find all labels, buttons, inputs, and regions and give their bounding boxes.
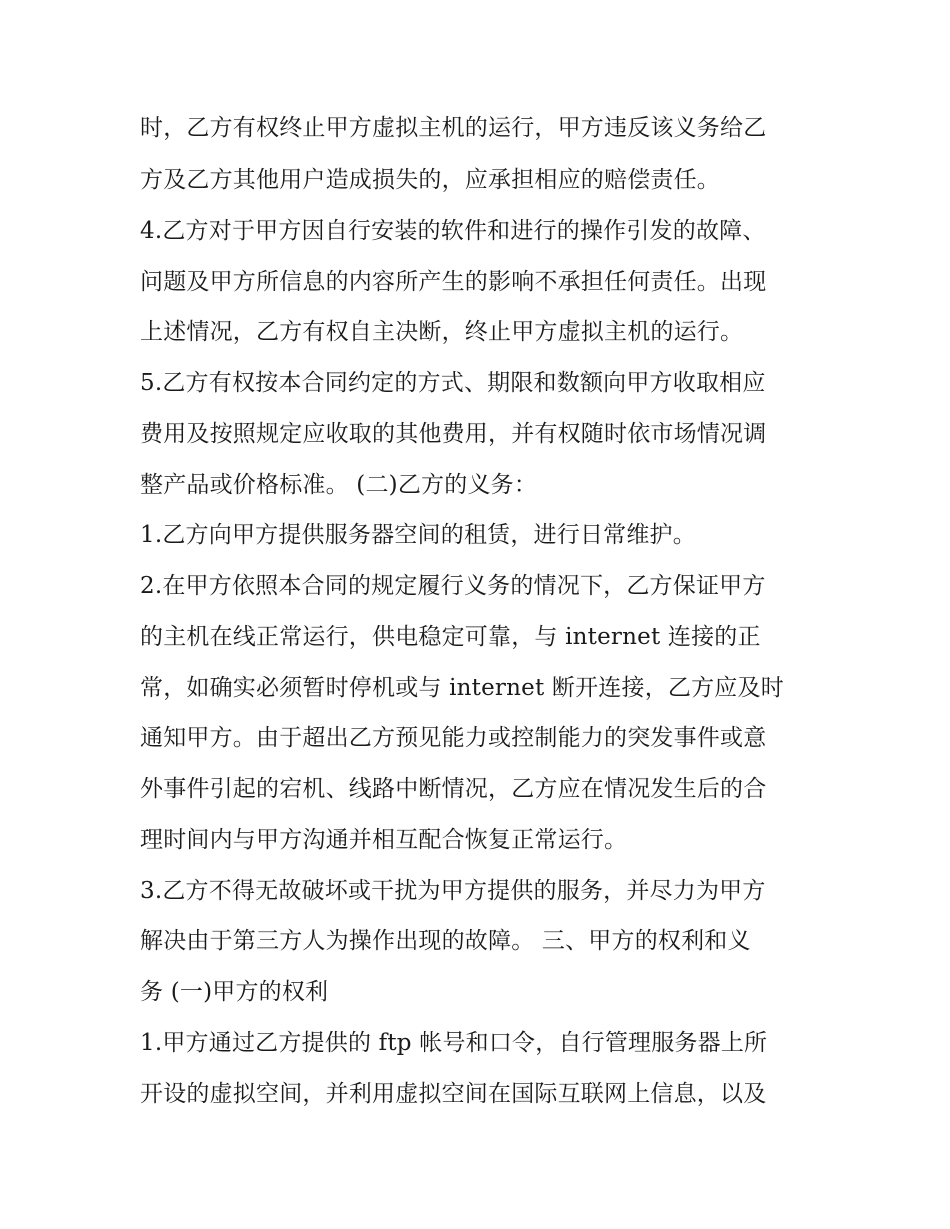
text-line-12: 常，如确实必须暂时停机或与 internet 断开连接，乙方应及时 — [140, 675, 784, 701]
text-line-14: 外事件引起的宕机、线路中断情况，乙方应在情况发生后的合 — [140, 776, 767, 802]
text-line-19: 1.甲方通过乙方提供的 ftp 帐号和口令，自行管理服务器上所 — [140, 1030, 768, 1056]
text-line-17: 解决由于第三方人为操作出现的故障。 三、甲方的权利和义 — [140, 928, 751, 954]
text-line-20: 开设的虚拟空间，并利用虚拟空间在国际互联网上信息，以及 — [140, 1081, 767, 1107]
text-line-9: 1.乙方向甲方提供服务器空间的租赁，进行日常维护。 — [140, 522, 696, 548]
text-line-10: 2.在甲方依照本合同的规定履行义务的情况下，乙方保证甲方 — [140, 573, 766, 599]
text-line-18: 务 (一)甲方的权利 — [140, 979, 329, 1005]
text-line-16: 3.乙方不得无故破坏或干扰为甲方提供的服务，并尽力为甲方 — [140, 878, 766, 904]
text-line-11: 的主机在线正常运行，供电稳定可靠，与 internet 连接的正 — [140, 624, 761, 650]
text-line-7: 费用及按照规定应收取的其他费用，并有权随时依市场情况调 — [140, 421, 767, 447]
text-line-4: 问题及甲方所信息的内容所产生的影响不承担任何责任。出现 — [140, 269, 767, 295]
text-line-2: 方及乙方其他用户造成损失的，应承担相应的赔偿责任。 — [140, 167, 720, 193]
text-line-3: 4.乙方对于甲方因自行安装的软件和进行的操作引发的故障、 — [140, 218, 766, 244]
text-line-13: 通知甲方。由于超出乙方预见能力或控制能力的突发事件或意 — [140, 725, 767, 751]
text-line-5: 上述情况，乙方有权自主决断，终止甲方虚拟主机的运行。 — [140, 319, 744, 345]
text-line-15: 理时间内与甲方沟通并相互配合恢复正常运行。 — [140, 827, 628, 853]
text-line-1: 时，乙方有权终止甲方虚拟主机的运行，甲方违反该义务给乙 — [140, 115, 767, 141]
text-line-6: 5.乙方有权按本合同约定的方式、期限和数额向甲方收取相应 — [140, 370, 766, 396]
text-line-8: 整产品或价格标准。 (二)乙方的义务： — [140, 472, 538, 498]
